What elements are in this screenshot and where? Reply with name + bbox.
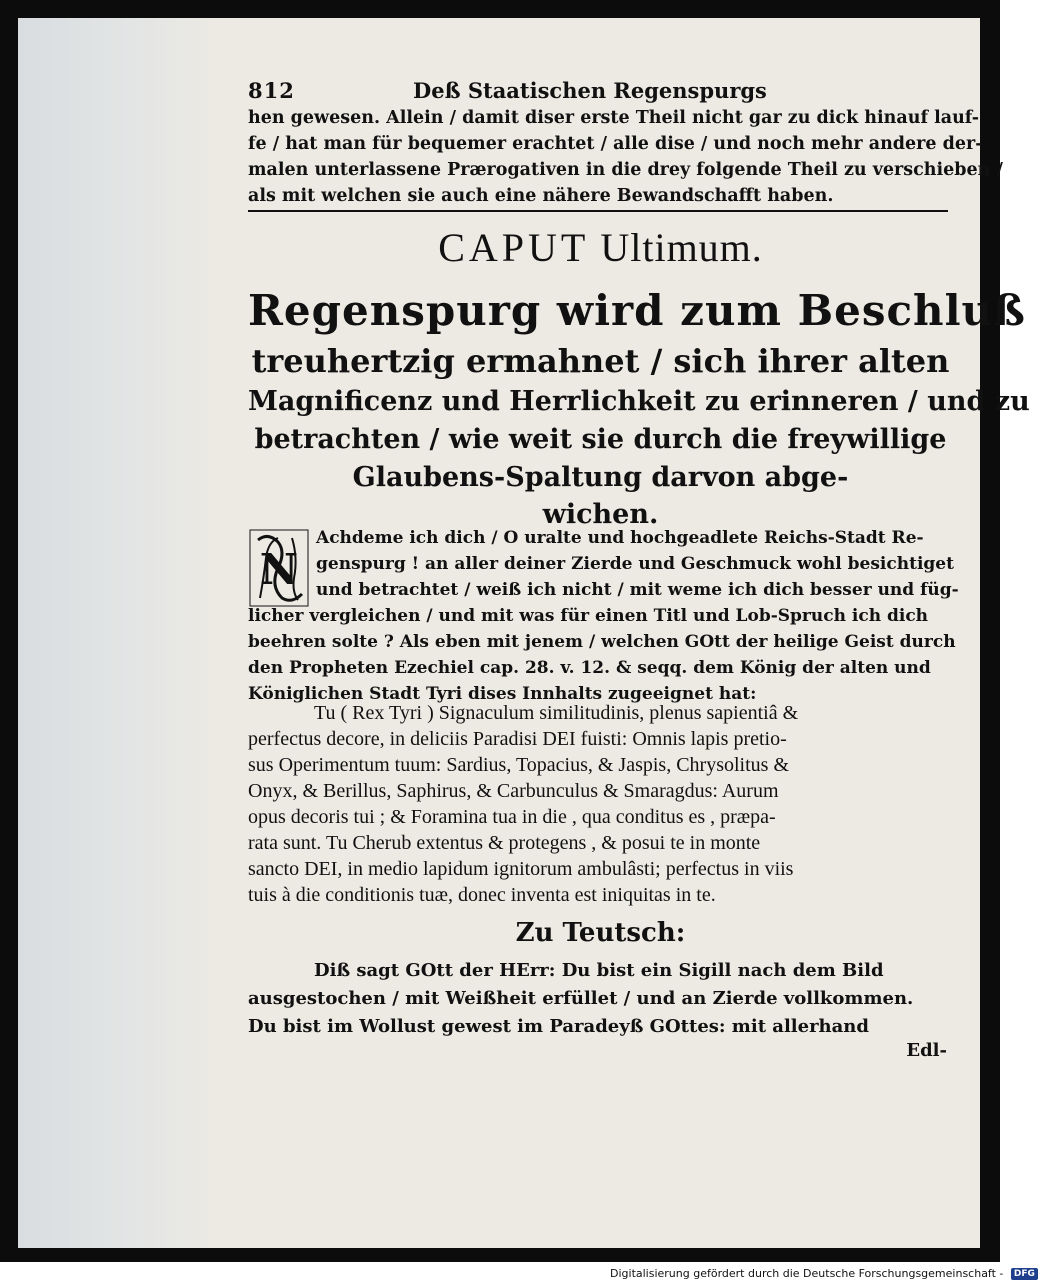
translation-line: Du bist im Wollust gewest im Paradeyß GOttes: mit allerhand — [248, 1016, 869, 1037]
digitization-credit — [610, 1267, 1038, 1280]
chapter-title-line: betrachten / wie weit sie durch die freywillige — [254, 424, 947, 455]
top-line: malen unterlassene Prærogativen in die drey folgende Theil zu verschieben / — [248, 160, 1003, 180]
translation-line: ausgestochen / mit Weißheit erfüllet / und an Zierde vollkommen. — [248, 988, 914, 1009]
translation-line: Diß sagt GOtt der HErr: Du bist ein Sigill nach dem Bild — [314, 960, 884, 981]
caput-main: CAPUT — [438, 225, 590, 270]
body-line: genspurg ! an aller deiner Zierde und Geschmuck wohl besichtiget — [316, 554, 954, 574]
page-header — [248, 78, 953, 108]
chapter-title-line: wichen. — [542, 499, 659, 530]
chapter-title-line: Regenspurg wird zum Beschluß — [248, 286, 1026, 335]
top-line: fe / hat man für bequemer erachtet / alle dise / und noch mehr andere der- — [248, 134, 983, 154]
running-head: Deß Staatischen Regenspurgs — [413, 78, 767, 103]
chapter-title — [248, 283, 1030, 533]
chapter-caput — [248, 224, 953, 271]
header-rule — [248, 210, 948, 212]
chapter-title-line: Glaubens-Spaltung darvon abge- — [352, 462, 849, 493]
page-gutter-shadow — [18, 18, 208, 1248]
latin-line: Tu ( Rex Tyri ) Signaculum similitudinis, plenus sapientiâ & — [314, 702, 799, 724]
translation-heading: Zu Teutsch: — [515, 918, 686, 948]
body-line: beehren solte ? Als eben mit jenem / welchen GOtt der heilige Geist durch — [248, 632, 956, 652]
latin-line: sancto DEI, in medio lapidum ignitorum ambulâsti; perfectus in viis — [248, 858, 794, 880]
body-line: Königlichen Stadt Tyri dises Innhalts zugeeignet hat: — [248, 684, 757, 704]
latin-line: perfectus decore, in deliciis Paradisi DEI fuisti: Omnis lapis pretio- — [248, 728, 787, 750]
top-line: hen gewesen. Allein / damit diser erste Theil nicht gar zu dick hinauf lauf- — [248, 108, 979, 128]
latin-line: opus decoris tui ; & Foramina tua in die , qua conditus es , præpa- — [248, 806, 776, 828]
top-line: als mit welchen sie auch eine nähere Bewandschafft haben. — [248, 186, 834, 206]
latin-line: rata sunt. Tu Cherub extentus & protegens , & posui te in monte — [248, 832, 761, 854]
latin-line: Onyx, & Berillus, Saphirus, & Carbunculus & Smaragdus: Aurum — [248, 780, 779, 802]
latin-line: sus Operimentum tuum: Sardius, Topacius, & Jaspis, Chrysolitus & — [248, 754, 790, 776]
caput-sub: Ultimum. — [600, 225, 763, 270]
catchword: Edl- — [906, 1040, 947, 1061]
latin-line: tuis à die conditionis tuæ, donec inventa est iniquitas in te. — [248, 884, 716, 906]
body-line: den Propheten Ezechiel cap. 28. v. 12. & seqq. dem König der alten und — [248, 658, 931, 678]
body-line: licher vergleichen / und mit was für einen Titl und Lob-Spruch ich dich — [248, 606, 929, 626]
page-number: 812 — [248, 78, 295, 103]
chapter-title-line: Magnificenz und Herrlichkeit zu erinneren / und zu — [248, 386, 1030, 417]
credit-text: Digitalisierung gefördert durch die Deutsche Forschungsgemeinschaft - — [610, 1267, 1004, 1280]
drop-cap — [248, 528, 310, 608]
drop-cap-letter: N — [259, 545, 299, 594]
dfg-logo: DFG — [1011, 1268, 1038, 1280]
body-line: Achdeme ich dich / O uralte und hochgeadlete Reichs-Stadt Re- — [316, 528, 924, 548]
chapter-title-line: treuhertzig ermahnet / sich ihrer alten — [251, 342, 950, 380]
body-line: und betrachtet / weiß ich nicht / mit weme ich dich besser und füg- — [316, 580, 959, 600]
